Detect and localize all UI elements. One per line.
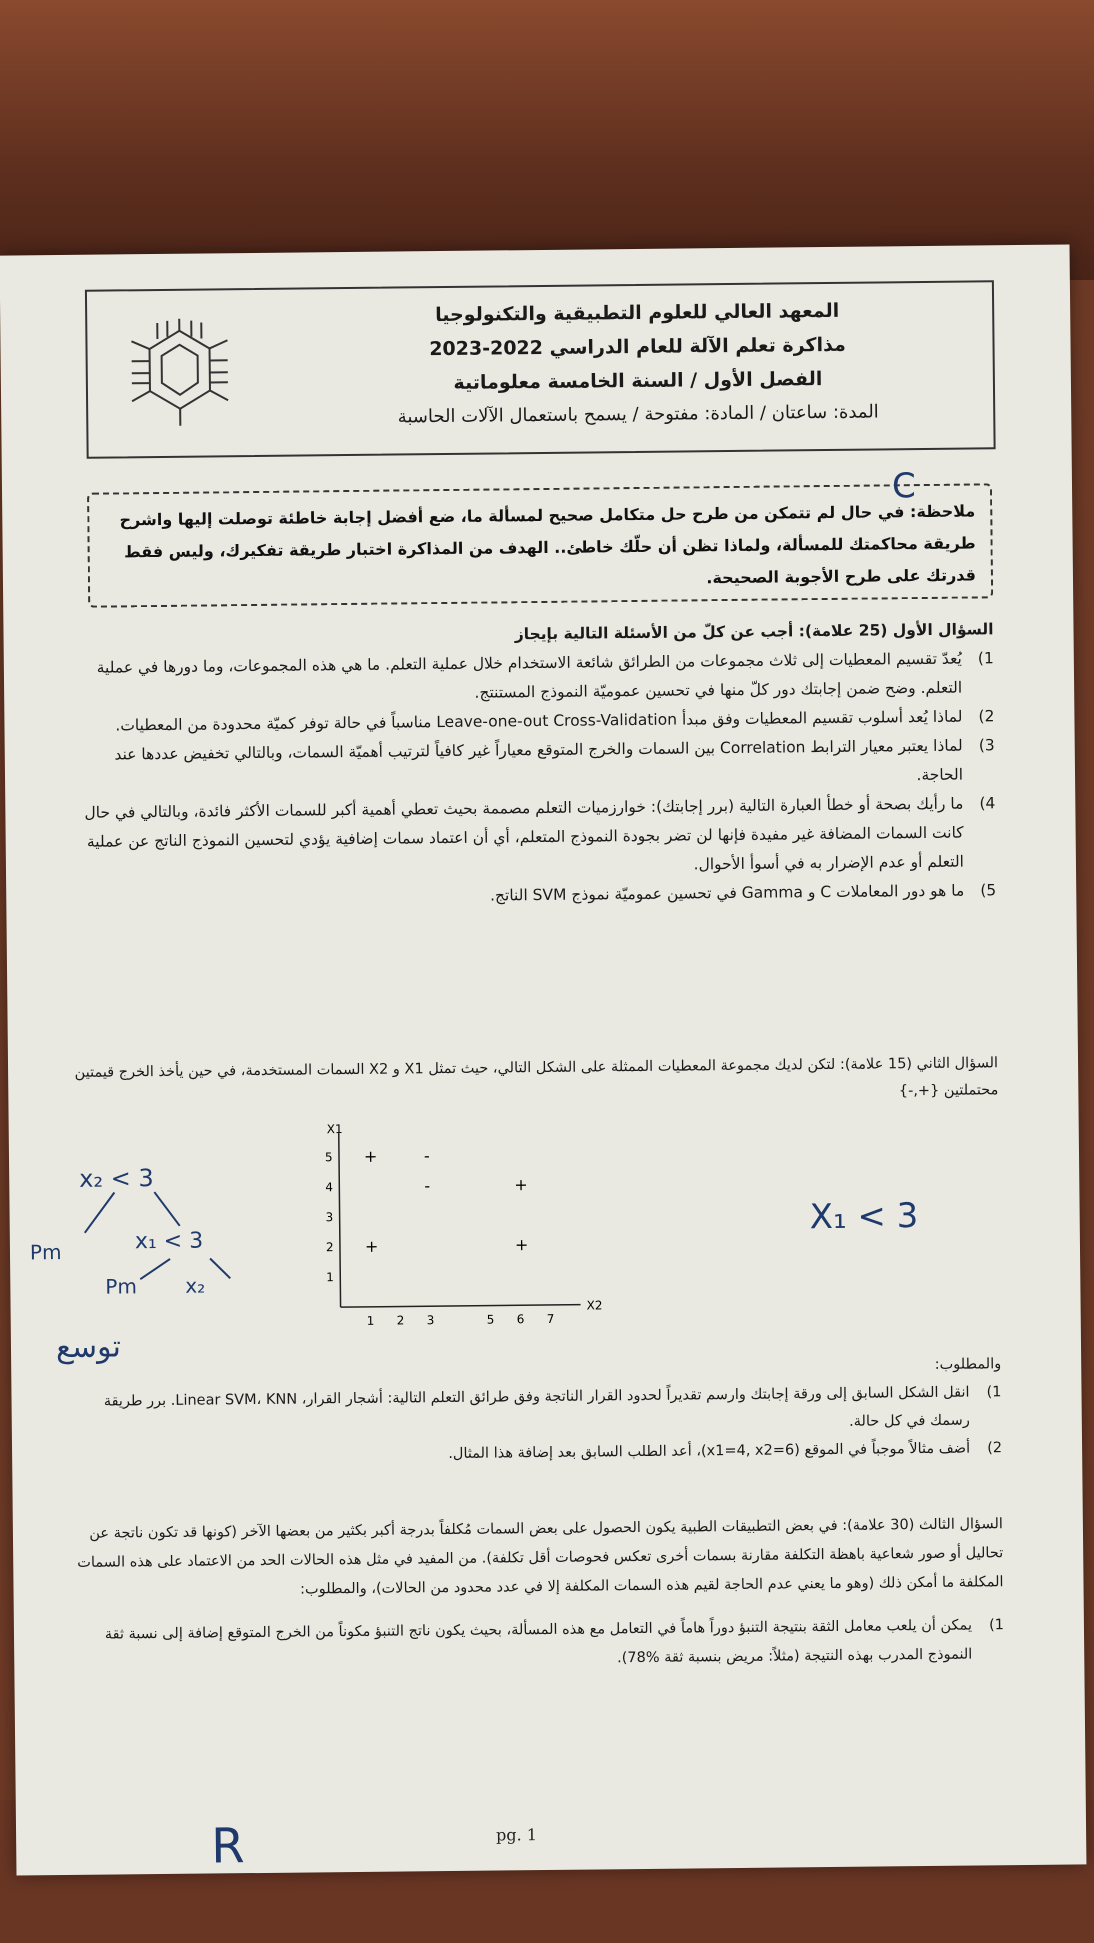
y-tick-label: 2 (325, 1240, 334, 1255)
q1-item: 1) يُعدّ تقسيم المعطيات إلى ثلاث مجموعات من الطرائق شائعة الاستخدام خلال عملية التعلم. ما هي هذه المجموعات، وما دورها في عملية التعلم. وضح ضمن إجابتك دور كلّ منها في تحسين عموميّة النموذج المستنتج. (96, 649, 994, 702)
q3-item: 1) يمكن أن يلعب معامل الثقة بنتيجة التنبؤ دوراً هاماً في التعامل مع هذه المسألة، بحيث يكون ناتج التنبؤ مكوناً من الخرج المتوقع إضافة إلى نسبة ثقة النموذج المدرب بهذه النتيجة (مثلاً: مريض بنسبة ثقة %78). (104, 1617, 1005, 1667)
question-1 (63, 615, 996, 915)
q1-item: 3) لماذا يعتبر معيار الترابط Correlation بين السمات والخرج المتوقع معياراً غير كافياً لترتيب أهميّة السمات، وبالتالي تخفيض عددها عند الحاجة. (114, 736, 995, 785)
y-axis (339, 1133, 341, 1307)
x-tick-label: 6 (516, 1312, 525, 1327)
handwritten-c: C (891, 466, 916, 507)
handwritten-tree-root: x₂ < 3 (79, 1164, 154, 1193)
duration-line: المدة: ساعتان / المادة: مفتوحة / يسمح باستعمال الآلات الحاسبة (397, 401, 879, 428)
exam-paper (0, 244, 1086, 1875)
q2-item: 2) أضف مثالاً موجباً في الموقع (x1=4, x2=6)، أعد الطلب السابق بعد إضافة هذا المثال. (448, 1440, 1003, 1463)
x-tick-label: 3 (426, 1313, 435, 1328)
handwritten-tree-lines (69, 1153, 270, 1295)
y-tick-label: 5 (324, 1150, 333, 1165)
handwritten-leaf: Pm (29, 1240, 62, 1265)
x-tick-label: 2 (396, 1313, 405, 1328)
x-tick-label: 7 (546, 1311, 555, 1326)
q1-title: السؤال الأول (25 علامة): أجب عن كلّ من الأسئلة التالية بإيجاز (514, 620, 994, 644)
handwritten-note: X₁ < 3 (809, 1196, 919, 1238)
positive-point: + (364, 1236, 379, 1256)
positive-point: + (363, 1146, 378, 1166)
note-text: ملاحظة: في حال لم تتمكن من طرح حل متكامل صحيح لمسألة ما، ضع أفضل إجابة خاطئة توصلت إليها واشرح طريقة محاكمتك للمسألة، ولماذا تظن أن حلّك خاطئ.. الهدف من المذاكرة اختبار طريقة تفكيرك، وليس فقط قدرتك على طرح الأجوبة الصحيحة. (119, 501, 977, 588)
note-box (87, 483, 993, 607)
q2-requirements (71, 1350, 1002, 1472)
exam-title: مذاكرة تعلم الآلة للعام الدراسي 2022-2023 (429, 333, 846, 361)
y-tick-label: 3 (325, 1210, 334, 1225)
y-tick-label: 4 (325, 1180, 334, 1195)
scatter-chart (309, 1119, 611, 1342)
q1-item: 4) ما رأيك بصحة أو خطأ العبارة التالية (برر إجابتك): خوارزميات التعلم مصممة بحيث تعطي أهمية أكبر للسمات الأكثر فائدة، وبالتالي في حال كانت السمات المضافة غير مفيدة فإنها لن تضر بجودة النموذج المتعلم، أي أن اعتماد سمات إضافية يؤدي لتحسين النموذج الناتج عن عملية التعلم أو عدم الإضرار به في أسوأ الأحوال. (84, 794, 996, 874)
page-number: pg. 1 (496, 1825, 538, 1845)
positive-point: + (514, 1175, 528, 1195)
handwritten-leaf: x₂ (185, 1273, 206, 1298)
q2-item: 1) انقل الشكل السابق إلى ورقة إجابتك وارسم تقديراً لحدود القرار الناتجة وفق طرائق التعلم التالية: أشجار القرار، Linear SVM، KNN. برر طريقة رسمك في كل حالة. (103, 1384, 1002, 1430)
question-3 (73, 1510, 1005, 1679)
negative-point: - (424, 1176, 431, 1196)
semester-line: الفصل الأول / السنة الخامسة معلوماتية (453, 368, 823, 394)
y-tick-label: 1 (326, 1270, 334, 1285)
positive-point: + (514, 1235, 529, 1255)
header-text (337, 293, 938, 435)
q2-required-label: والمطلوب: (934, 1356, 1002, 1373)
institute-name: المعهد العالي للعلوم التطبيقية والتكنولوجيا (435, 299, 840, 327)
q2-title: السؤال الثاني (15 علامة): لتكن لديك مجموعة المعطيات الممثلة على الشكل التالي، حيث تمثل X1 و X2 السمات المستخدمة، في حين يأخذ الخرج قيمتين محتملتين {+,-} (74, 1055, 999, 1100)
header-box (85, 280, 996, 459)
y-axis-label: X1 (326, 1122, 343, 1137)
handwritten-grade: R (210, 1818, 245, 1875)
handwritten-tree-child: x₁ < 3 (134, 1228, 204, 1255)
background-wood (0, 0, 1094, 280)
x-axis (341, 1305, 581, 1308)
x-tick-label: 1 (366, 1313, 375, 1328)
q1-item: 5) ما هو دور المعاملات C و Gamma في تحسين عموميّة نموذج SVM الناتج. (489, 881, 997, 905)
x-axis-label: X2 (586, 1298, 603, 1313)
institute-logo (117, 310, 243, 436)
x-tick-label: 5 (486, 1312, 495, 1327)
handwritten-leaf: Pm (105, 1274, 138, 1299)
q3-title: السؤال الثالث (30 علامة): في بعض التطبيقات الطبية يكون الحصول على بعض السمات مُكلفاً بدرجة أكبر بكثير من بعضها الآخر (كونها قد تكون ناتجة عن تحاليل أو صور شعاعية باهظة التكلفة مقارنة بسمات أخرى تعكس فحوصات أقل تكلفة). من المفيد في مثل هذه الحالات الحد من الاعتماد على هذه السمات المكلفة ما أمكن ذلك (وهو ما يعني عدم الحاجة لقيم هذه السمات المكلفة إلا في عدد محدود من الحالات)، والمطلوب: (77, 1516, 1004, 1598)
handwritten-arabic-note: توسع (55, 1329, 122, 1366)
q1-item: 2) لماذا يُعد أسلوب تقسيم المعطيات وفق مبدأ Leave-one-out Cross-Validation مناسباً في حالة توفر كميّة محدودة من المعطيات. (115, 707, 995, 735)
negative-point: - (423, 1146, 430, 1166)
question-2 (68, 1050, 999, 1114)
